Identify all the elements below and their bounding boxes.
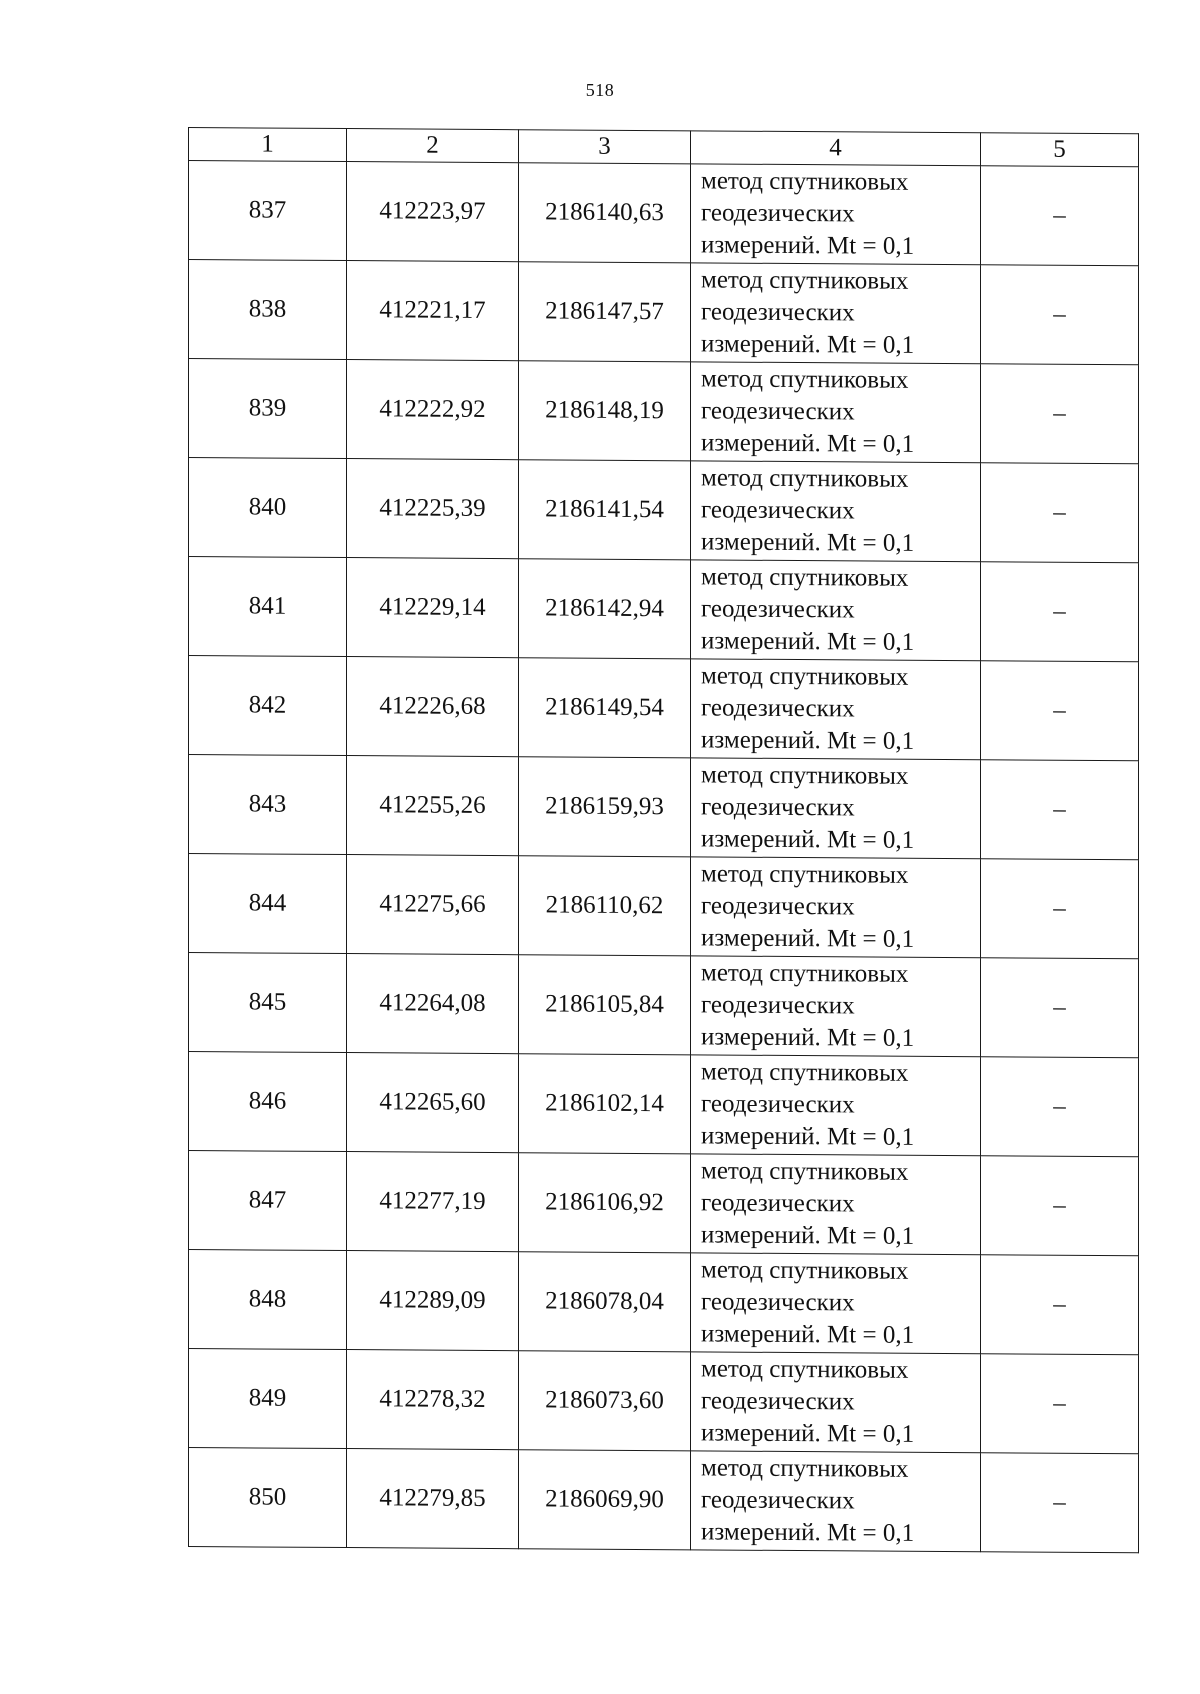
method-cell	[691, 560, 981, 661]
method-text-line: измерений. Mt = 0,1	[701, 1320, 915, 1349]
table-body	[189, 161, 1139, 1553]
method-text-line: метод спутниковых	[701, 464, 909, 493]
method-text-line: геодезических	[701, 1288, 855, 1317]
method-cell	[691, 659, 981, 760]
method-text-line: метод спутниковых	[701, 266, 909, 295]
table-row	[189, 1448, 1139, 1553]
table-row	[189, 1151, 1139, 1256]
method-text-line: геодезических	[701, 1387, 855, 1416]
y-coordinate-cell: 2186140,63	[519, 163, 691, 263]
x-coordinate-cell: 412225,39	[347, 459, 519, 559]
x-coordinate-cell: 412226,68	[347, 657, 519, 757]
point-number-cell: 840	[189, 458, 347, 558]
note-cell: –	[981, 166, 1139, 266]
y-coordinate-cell: 2186149,54	[519, 658, 691, 758]
method-cell	[691, 758, 981, 859]
x-coordinate-cell: 412221,17	[347, 261, 519, 361]
method-text-line: геодезических	[701, 991, 855, 1020]
table-row	[189, 1052, 1139, 1157]
table-row	[189, 458, 1139, 563]
method-text-line: метод спутниковых	[701, 1355, 909, 1384]
y-coordinate-cell: 2186142,94	[519, 559, 691, 659]
table-row	[189, 557, 1139, 662]
method-text-line: метод спутниковых	[701, 662, 909, 691]
point-number-cell: 838	[189, 260, 347, 360]
method-cell	[691, 461, 981, 562]
x-coordinate-cell: 412264,08	[347, 954, 519, 1054]
note-cell: –	[981, 760, 1139, 860]
table-row	[189, 656, 1139, 761]
x-coordinate-cell: 412275,66	[347, 855, 519, 955]
table-row	[189, 161, 1139, 266]
table-row	[189, 755, 1139, 860]
method-text-line: измерений. Mt = 0,1	[701, 1221, 915, 1250]
point-number-cell: 850	[189, 1448, 347, 1548]
point-number-cell: 848	[189, 1250, 347, 1350]
x-coordinate-cell: 412229,14	[347, 558, 519, 658]
y-coordinate-cell: 2186069,90	[519, 1450, 691, 1550]
table-row	[189, 1349, 1139, 1454]
point-number-cell: 847	[189, 1151, 347, 1251]
method-text-line: геодезических	[701, 397, 855, 426]
column-header-4: 4	[691, 131, 981, 166]
page-number: 518	[585, 80, 615, 100]
method-text-line: измерений. Mt = 0,1	[701, 1023, 915, 1052]
x-coordinate-cell: 412265,60	[347, 1053, 519, 1153]
method-text-line: геодезических	[701, 1486, 855, 1515]
x-coordinate-cell: 412255,26	[347, 756, 519, 856]
method-text-line: метод спутниковых	[701, 860, 909, 889]
y-coordinate-cell: 2186106,92	[519, 1153, 691, 1253]
point-number-cell: 843	[189, 755, 347, 855]
note-cell: –	[981, 1156, 1139, 1256]
method-cell	[691, 1253, 981, 1354]
y-coordinate-cell: 2186159,93	[519, 757, 691, 857]
method-text-line: измерений. Mt = 0,1	[701, 924, 915, 953]
method-text-line: метод спутниковых	[701, 365, 909, 394]
x-coordinate-cell: 412278,32	[347, 1350, 519, 1450]
method-cell	[691, 857, 981, 958]
method-text-line: геодезических	[701, 892, 855, 921]
method-text-line: геодезических	[701, 1189, 855, 1218]
method-text-line: метод спутниковых	[701, 563, 909, 592]
point-number-cell: 844	[189, 854, 347, 954]
note-cell: –	[981, 1255, 1139, 1355]
method-cell	[691, 1055, 981, 1156]
y-coordinate-cell: 2186078,04	[519, 1252, 691, 1352]
method-text-line: геодезических	[701, 595, 855, 624]
y-coordinate-cell: 2186073,60	[519, 1351, 691, 1451]
x-coordinate-cell: 412289,09	[347, 1251, 519, 1351]
point-number-cell: 841	[189, 557, 347, 657]
method-cell	[691, 1154, 981, 1255]
method-text-line: метод спутниковых	[701, 959, 909, 988]
note-cell: –	[981, 1057, 1139, 1157]
point-number-cell: 839	[189, 359, 347, 459]
method-text-line: геодезических	[701, 496, 855, 525]
point-number-cell: 842	[189, 656, 347, 756]
table-row	[189, 953, 1139, 1058]
method-cell	[691, 956, 981, 1057]
method-text-line: измерений. Mt = 0,1	[701, 429, 915, 458]
column-header-5: 5	[981, 133, 1139, 167]
method-text-line: измерений. Mt = 0,1	[701, 1122, 915, 1151]
x-coordinate-cell: 412222,92	[347, 360, 519, 460]
method-text-line: геодезических	[701, 694, 855, 723]
method-text-line: измерений. Mt = 0,1	[701, 1419, 915, 1448]
column-header-2: 2	[347, 129, 519, 163]
method-cell	[691, 263, 981, 364]
method-cell	[691, 362, 981, 463]
method-text-line: измерений. Mt = 0,1	[701, 1518, 915, 1547]
method-text-line: геодезических	[701, 1090, 855, 1119]
note-cell: –	[981, 562, 1139, 662]
note-cell: –	[981, 958, 1139, 1058]
method-text-line: метод спутниковых	[701, 1454, 909, 1483]
point-number-cell: 846	[189, 1052, 347, 1152]
method-text-line: метод спутниковых	[701, 1157, 909, 1186]
method-text-line: метод спутниковых	[701, 1256, 909, 1285]
method-text-line: геодезических	[701, 199, 855, 228]
y-coordinate-cell: 2186110,62	[519, 856, 691, 956]
table-row	[189, 854, 1139, 959]
point-number-cell: 845	[189, 953, 347, 1053]
note-cell: –	[981, 265, 1139, 365]
x-coordinate-cell: 412277,19	[347, 1152, 519, 1252]
method-text-line: измерений. Mt = 0,1	[701, 627, 915, 656]
table-row	[189, 1250, 1139, 1355]
table-row	[189, 260, 1139, 365]
y-coordinate-cell: 2186141,54	[519, 460, 691, 560]
y-coordinate-cell: 2186148,19	[519, 361, 691, 461]
x-coordinate-cell: 412279,85	[347, 1449, 519, 1549]
column-header-1: 1	[189, 128, 347, 162]
method-text-line: геодезических	[701, 793, 855, 822]
column-header-3: 3	[519, 130, 691, 164]
note-cell: –	[981, 463, 1139, 563]
note-cell: –	[981, 859, 1139, 959]
y-coordinate-cell: 2186147,57	[519, 262, 691, 362]
point-number-cell: 837	[189, 161, 347, 261]
coordinates-table	[188, 127, 1139, 1553]
method-text-line: метод спутниковых	[701, 167, 909, 196]
point-number-cell: 849	[189, 1349, 347, 1449]
table-row	[189, 359, 1139, 464]
method-text-line: измерений. Mt = 0,1	[701, 825, 915, 854]
method-text-line: измерений. Mt = 0,1	[701, 231, 915, 260]
method-text-line: измерений. Mt = 0,1	[701, 528, 915, 557]
method-text-line: метод спутниковых	[701, 1058, 909, 1087]
note-cell: –	[981, 1453, 1139, 1553]
method-text-line: геодезических	[701, 298, 855, 327]
method-text-line: измерений. Mt = 0,1	[701, 726, 915, 755]
method-cell	[691, 1451, 981, 1552]
note-cell: –	[981, 1354, 1139, 1454]
y-coordinate-cell: 2186105,84	[519, 955, 691, 1055]
method-cell	[691, 164, 981, 265]
method-text-line: измерений. Mt = 0,1	[701, 330, 915, 359]
method-cell	[691, 1352, 981, 1453]
y-coordinate-cell: 2186102,14	[519, 1054, 691, 1154]
note-cell: –	[981, 661, 1139, 761]
x-coordinate-cell: 412223,97	[347, 162, 519, 262]
method-text-line: метод спутниковых	[701, 761, 909, 790]
note-cell: –	[981, 364, 1139, 464]
